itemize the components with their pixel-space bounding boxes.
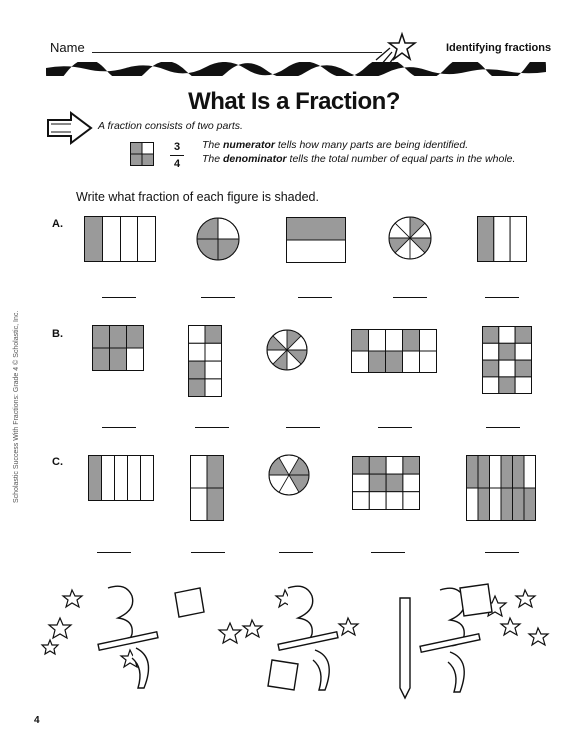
star-icon [63,590,82,607]
example-denominator: 4 [173,158,181,170]
star-icon [339,618,358,635]
figure-c5 [466,455,536,521]
answer-line-c1[interactable] [97,552,131,553]
star-icon [516,590,535,607]
row-label-c: C. [52,456,63,468]
denominator-term: denominator [223,153,287,165]
denominator-def-suffix: tells the total number of equal parts in the whole. [286,153,516,165]
figure-c2 [190,455,224,521]
example-fraction [170,140,184,171]
figure-b5 [482,326,532,394]
figure-c3 [268,454,310,496]
cartoon-illustration [40,578,560,708]
divider-rule [46,62,546,76]
figure-a1 [84,216,156,262]
topic-label: Identifying fractions [446,42,552,54]
numerator-term: numerator [223,139,275,151]
figure-b4 [351,329,437,373]
numerator-def-prefix: The [202,139,224,151]
page-title: What Is a Fraction? [188,88,400,115]
denominator-definition [202,153,515,165]
figure-c4 [352,456,420,510]
answer-line-b5[interactable] [486,427,520,428]
name-line[interactable] [92,52,382,53]
figure-a3 [286,217,346,263]
figure-b1 [92,325,144,371]
figure-b2 [188,325,222,397]
answer-line-a1[interactable] [102,297,136,298]
answer-line-a5[interactable] [485,297,519,298]
row-label-b: B. [52,328,63,340]
figure-a5 [477,216,527,262]
answer-line-b3[interactable] [286,427,320,428]
star-icon [243,620,262,637]
answer-line-b4[interactable] [378,427,412,428]
figure-c1 [88,455,154,501]
answer-line-c2[interactable] [191,552,225,553]
instruction-text: Write what fraction of each figure is shaded. [76,190,319,204]
star-icon [49,618,71,638]
answer-line-b1[interactable] [102,427,136,428]
answer-line-b2[interactable] [195,427,229,428]
answer-line-c4[interactable] [371,552,405,553]
credit-text: Scholastic Success With Fractions: Grade 4 © Scholastic, Inc. [13,310,20,503]
copyright-credit [8,285,22,505]
page-number: 4 [34,715,40,726]
numerator-def-suffix: tells how many parts are being identified. [274,139,469,151]
answer-line-a3[interactable] [298,297,332,298]
arrow-icon [45,110,97,150]
answer-line-a4[interactable] [393,297,427,298]
star-icon [529,628,548,645]
numerator-definition [202,139,468,151]
intro-text: A fraction consists of two parts. [98,120,243,132]
star-icon [501,618,520,635]
answer-line-c5[interactable] [485,552,519,553]
example-numerator: 3 [173,141,181,153]
name-label: Name [50,40,85,55]
answer-line-c3[interactable] [279,552,313,553]
answer-line-a2[interactable] [201,297,235,298]
fraction-bar [170,155,184,156]
figure-a2 [196,217,240,261]
star-icon [42,640,58,654]
figure-b3 [266,329,308,371]
example-figure [130,142,154,166]
star-icon [219,623,241,643]
row-label-a: A. [52,218,63,230]
denominator-def-prefix: The [202,153,224,165]
figure-a4 [388,216,432,260]
